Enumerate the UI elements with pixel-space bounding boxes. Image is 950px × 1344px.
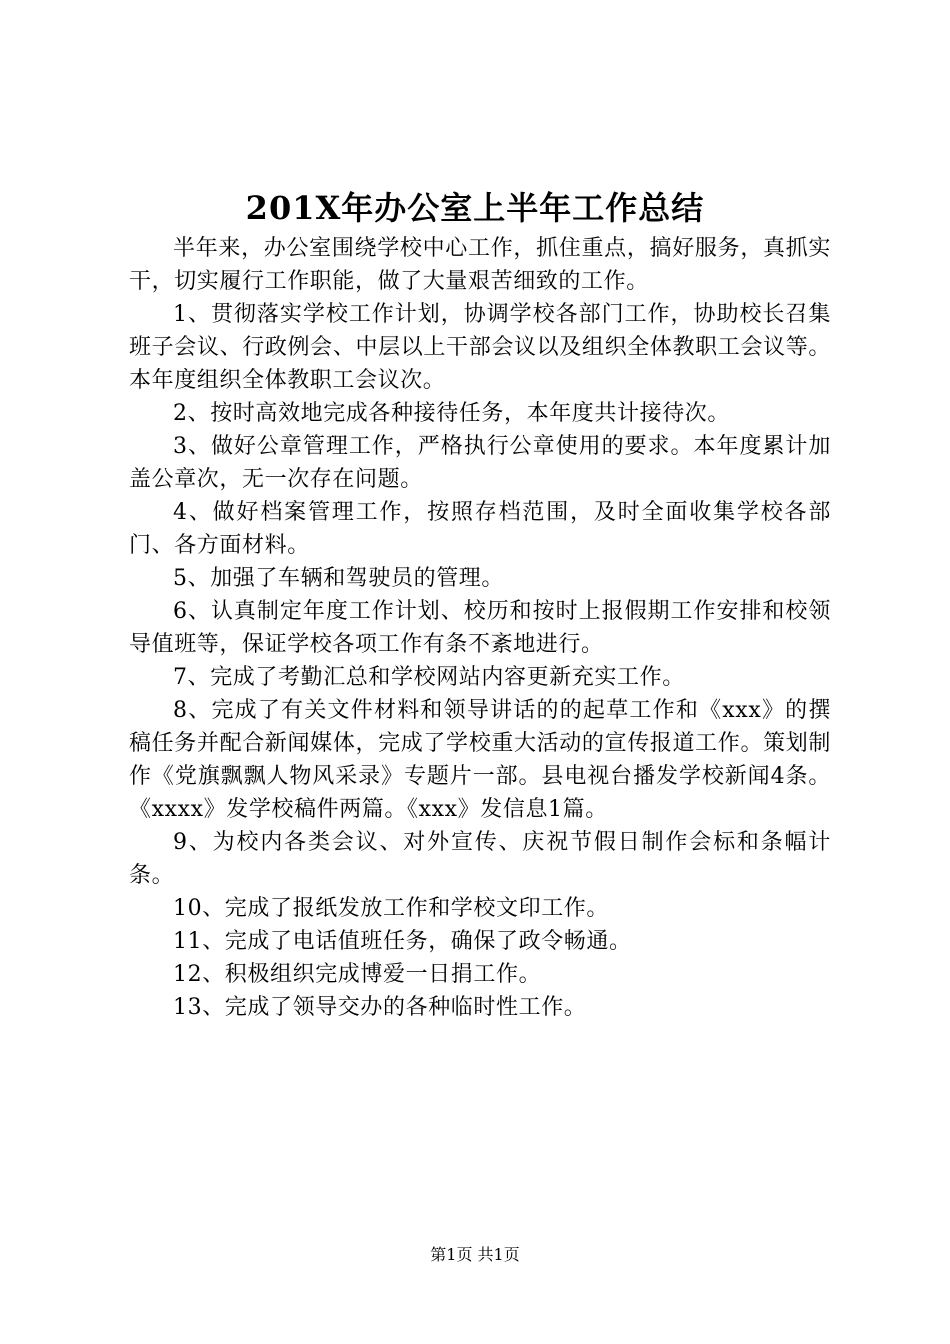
paragraph-item-13: 13、完成了领导交办的各种临时性工作。	[173, 995, 587, 1020]
paragraph-item-5: 5、加强了车辆和驾驶员的管理。	[173, 566, 504, 591]
paragraph-item-2: 2、按时高效地完成各种接待任务，本年度共计接待次。	[173, 401, 730, 426]
paragraph-item-6: 6、认真制定年度工作计划、校历和按时上报假期工作安排和校领导值班等，保证学校各项工作有条不紊地进行。	[129, 599, 831, 657]
page-footer: 第1页 共1页	[430, 1245, 520, 1264]
paragraph-item-9: 9、为校内各类会议、对外宣传、庆祝节假日制作会标和条幅计条。	[129, 830, 831, 888]
paragraph-item-11: 11、完成了电话值班任务，确保了政令畅通。	[173, 929, 632, 954]
document-title: 201X年办公室上半年工作总结	[245, 189, 705, 227]
paragraph-item-1: 1、贯彻落实学校工作计划，协调学校各部门工作，协助校长召集班子会议、行政例会、中层以上干部会议以及组织全体教职工会议等。本年度组织全体教职工会议次。	[129, 302, 831, 393]
paragraph-item-3: 3、做好公章管理工作，严格执行公章使用的要求。本年度累计加盖公章次，无一次存在问题。	[129, 434, 831, 492]
paragraph-item-7: 7、完成了考勤汇总和学校网站内容更新充实工作。	[173, 665, 685, 690]
paragraph-item-10: 10、完成了报纸发放工作和学校文印工作。	[173, 896, 609, 921]
paragraph-item-4: 4、做好档案管理工作，按照存档范围，及时全面收集学校各部门、各方面材料。	[129, 500, 831, 558]
document-body	[129, 232, 831, 1024]
paragraph-item-12: 12、积极组织完成博爱一日捐工作。	[173, 962, 542, 987]
paragraph-item-8: 8、完成了有关文件材料和领导讲话的的起草工作和《xxx》的撰稿任务并配合新闻媒体，完成了学校重大活动的宣传报道工作。策划制作《党旗飘飘人物风采录》专题片一部。县电视台播发学校新闻4条。《xxxx》发学校稿件两篇。《xxx》发信息1篇。	[129, 698, 831, 822]
paragraph-intro: 半年来，办公室围绕学校中心工作，抓住重点，搞好服务，真抓实干，切实履行工作职能，做了大量艰苦细致的工作。	[129, 236, 831, 294]
